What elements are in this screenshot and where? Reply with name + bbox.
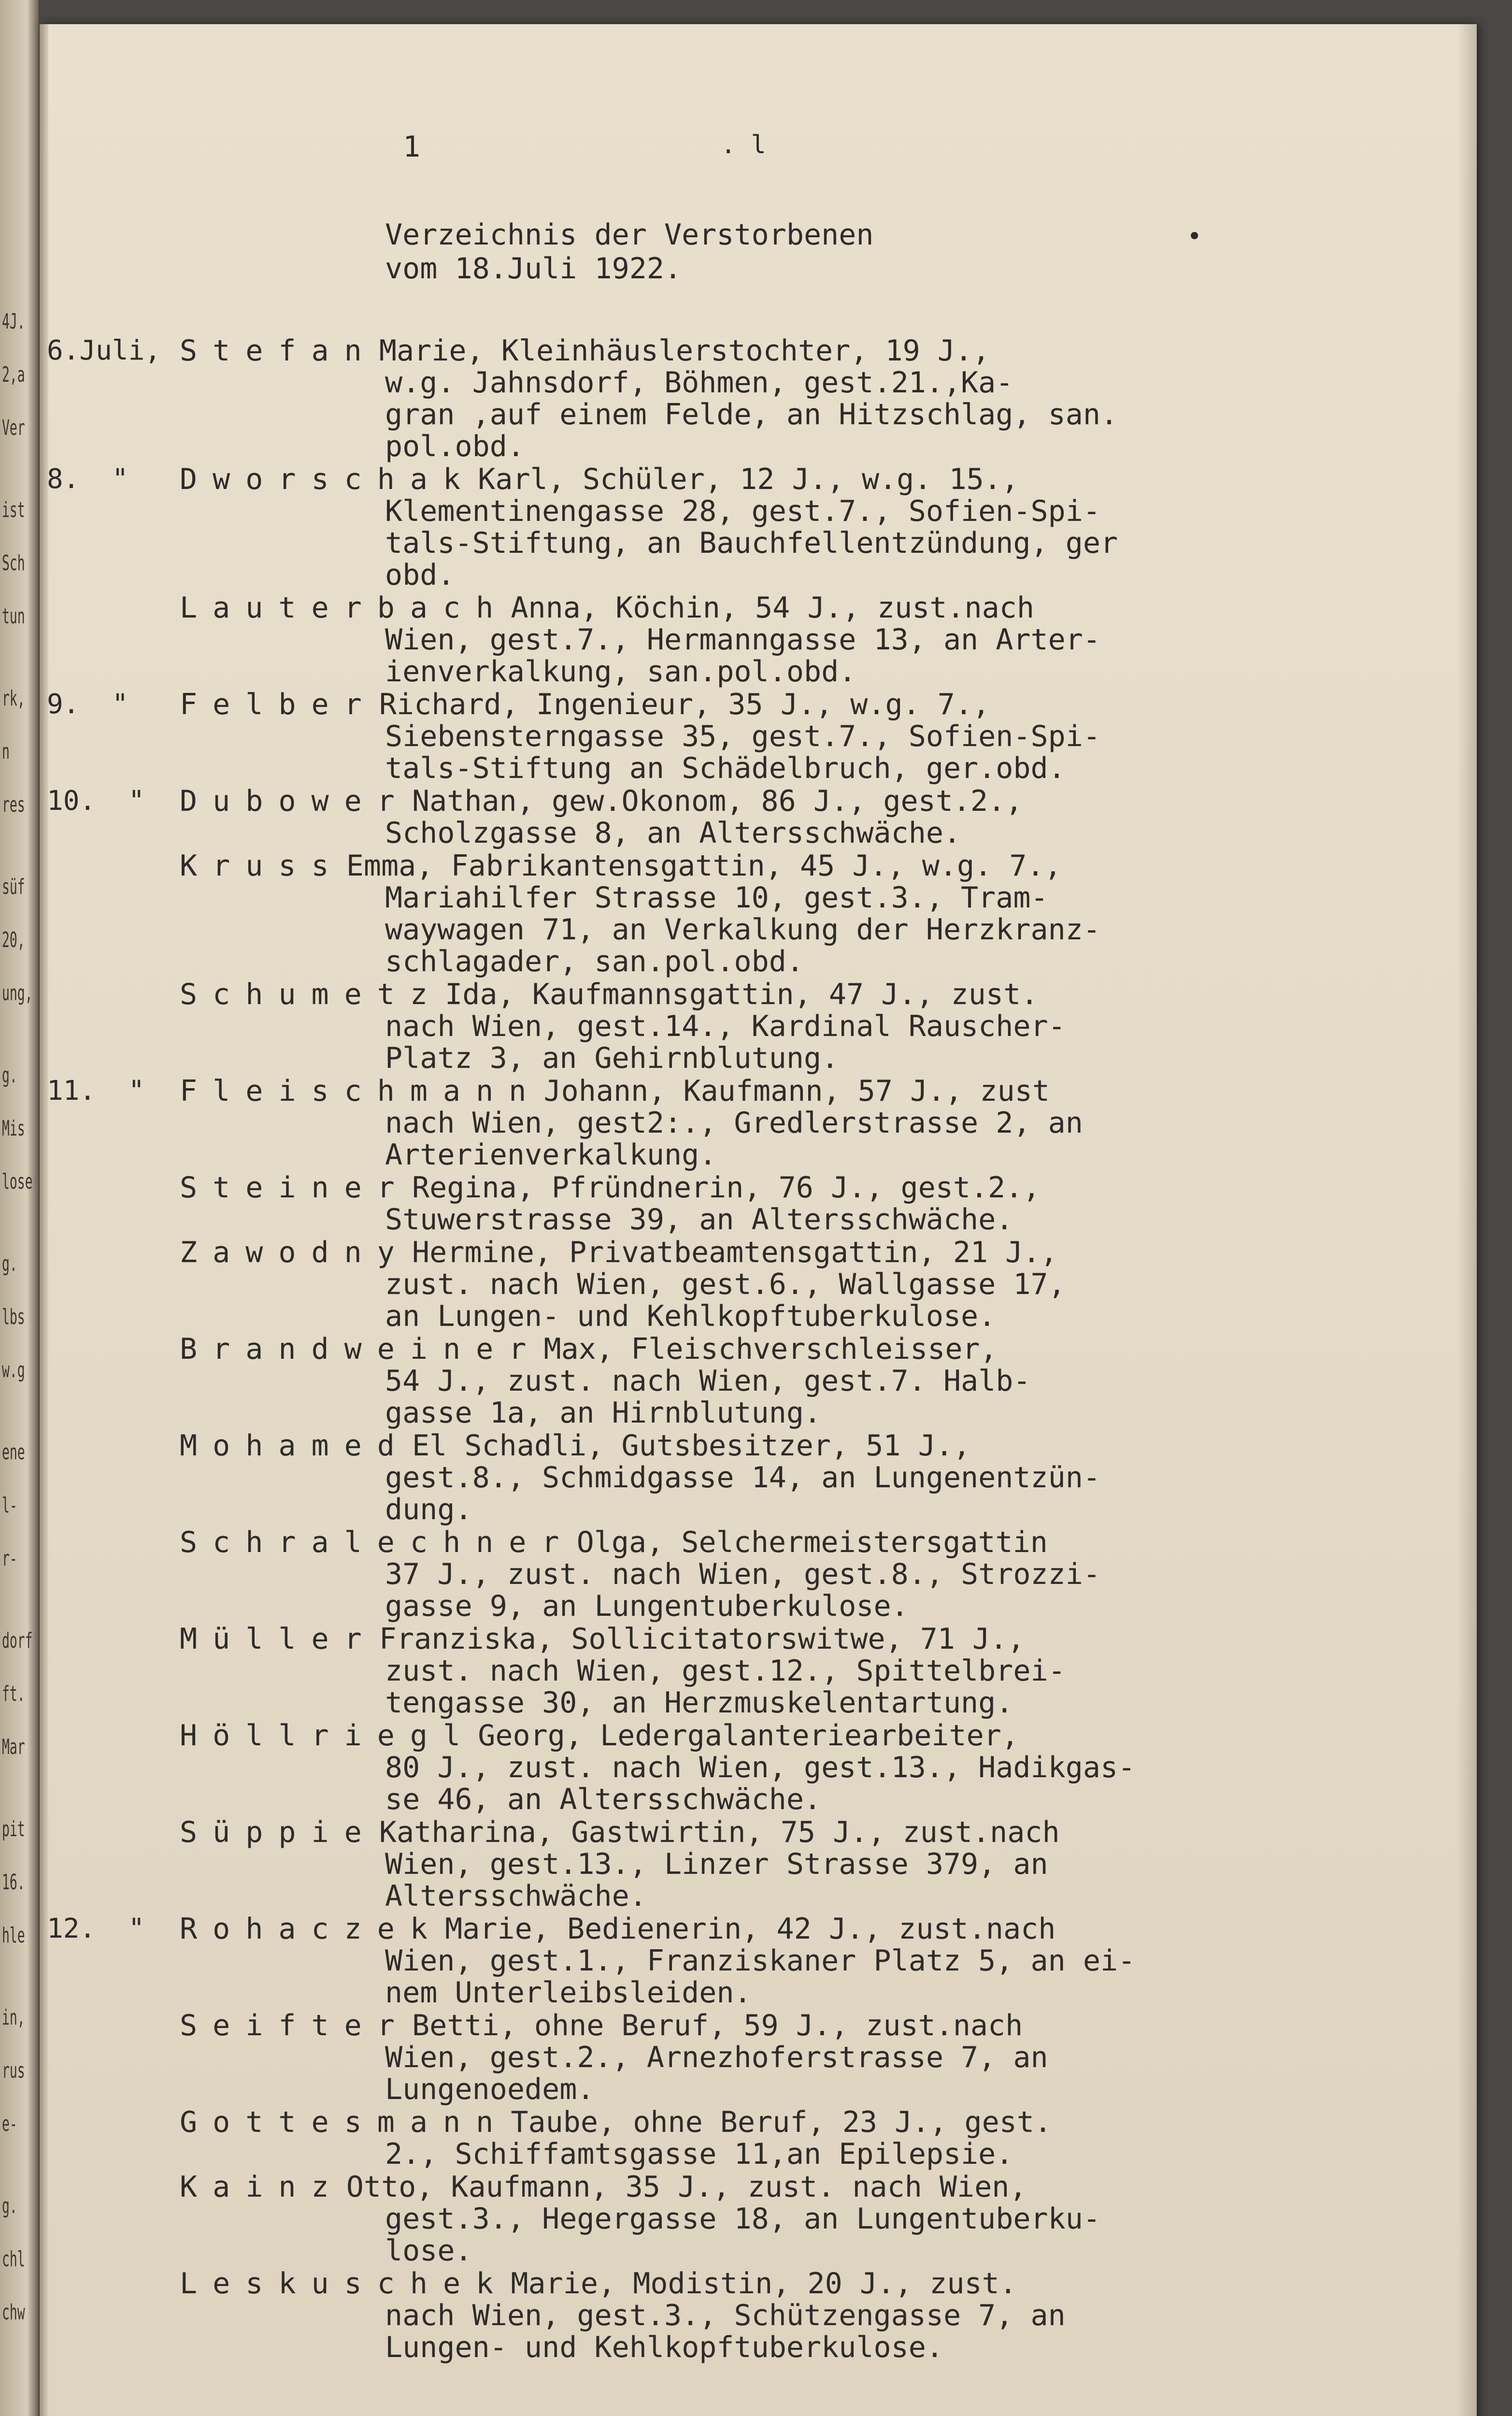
entry-first-line: Ida, Kaufmannsgattin, 47 J., zust. [427, 978, 1039, 1011]
entry-first-line: Olga, Selchermeistersgattin [559, 1525, 1048, 1559]
entry-line: Altersschwäche. [385, 1879, 647, 1913]
entry-line: Scholzgasse 8, an Altersschwäche. [385, 816, 961, 850]
facing-page-fragment: 20, [2, 928, 25, 952]
facing-page-fragment: g. [2, 1251, 17, 1276]
entry-first-line: Taube, ohne Beruf, 23 J., gest. [493, 2105, 1052, 2139]
entry-first-line: Franziska, Sollicitatorswitwe, 71 J., [361, 1622, 1025, 1656]
entry-first-line: Hermine, Privatbeamtensgattin, 21 J., [394, 1236, 1058, 1269]
facing-page-fragment: rk, [2, 686, 25, 711]
entry-line: nach Wien, gest.14., Kardinal Rauscher- [385, 1009, 1066, 1043]
entry-line: schlagader, san.pol.obd. [385, 945, 804, 978]
entry-first-line: Marie, Kleinhäuslerstochter, 19 J., [361, 334, 990, 368]
entry-surname: Zawodny [180, 1236, 410, 1269]
entry-first-line: Nathan, gew.Okonom, 86 J., gest.2., [394, 784, 1023, 818]
entry-line: tengasse 30, an Herzmuskelentartung. [385, 1686, 1013, 1720]
facing-page-fragment: lbs [2, 1305, 25, 1329]
page-number: 1 [403, 130, 421, 164]
facing-page-fragment: ist [2, 498, 25, 522]
entry-date: 11. " [47, 1075, 145, 1107]
facing-page-fragment: res [2, 792, 25, 817]
facing-page-fragment: 4J. [2, 309, 25, 334]
page-gutter [40, 24, 48, 2416]
entry-line: zust. nach Wien, gest.6., Wallgasse 17, [385, 1267, 1066, 1301]
entry-surname: Dworschak [180, 462, 476, 496]
entry-first-line: Anna, Köchin, 54 J., zust.nach [493, 591, 1035, 625]
entry-line: 80 J., zust. nach Wien, gest.13., Hadikgas- [385, 1751, 1136, 1784]
entry-first-line: Marie, Modistin, 20 J., zust. [493, 2267, 1017, 2301]
entry-line: 2., Schiffamtsgasse 11,an Epilepsie. [385, 2137, 1013, 2171]
facing-page-fragment: w.g [2, 1358, 25, 1382]
entry-line: Wien, gest.7., Hermanngasse 13, an Arter- [385, 623, 1101, 657]
previous-page-edge [0, 0, 39, 2416]
entry-line: zust. nach Wien, gest.12., Spittelbrei- [385, 1654, 1066, 1688]
facing-page-fragment: ft. [2, 1682, 25, 1706]
entry-line: Platz 3, an Gehirnblutung. [385, 1041, 839, 1075]
facing-page-fragment: ung, [2, 981, 33, 1006]
entry-first-line: Richard, Ingenieur, 35 J., w.g. 7., [361, 688, 990, 721]
facing-page-fragment: in, [2, 2005, 25, 2030]
facing-page-fragment: g. [2, 2194, 17, 2218]
entry-surname: Felber [180, 688, 377, 721]
entry-line: nach Wien, gest.3., Schützengasse 7, an [385, 2299, 1066, 2332]
entry-first-line: Emma, Fabrikantensgattin, 45 J., w.g. 7., [328, 849, 1062, 883]
facing-page-fragment: Mis [2, 1116, 25, 1141]
entry-first-line: Betti, ohne Beruf, 59 J., zust.nach [394, 2009, 1023, 2042]
entry-surname: Fleischmann [180, 1074, 542, 1108]
entry-surname: Steiner [180, 1171, 410, 1205]
entry-first-line: Marie, Bedienerin, 42 J., zust.nach [427, 1912, 1056, 1946]
page-edge-shadow [1457, 24, 1477, 2416]
entry-line: Klementinengasse 28, gest.7., Sofien-Spi- [385, 494, 1101, 528]
entry-line: dung. [385, 1493, 472, 1526]
entry-line: an Lungen- und Kehlkopftuberkulose. [385, 1299, 996, 1333]
facing-page-fragment: Sch [2, 551, 25, 575]
entry-line: Siebensterngasse 35, gest.7., Sofien-Spi- [385, 719, 1101, 753]
entry-surname: Kainz [180, 2170, 344, 2204]
entry-line: tals-Stiftung, an Bauchfellentzündung, ger [385, 526, 1118, 560]
entry-surname: Lauterbach [180, 591, 509, 625]
facing-page-fragment: g. [2, 1063, 17, 1088]
facing-page-fragment: 2,a [2, 362, 25, 387]
entry-line: 37 J., zust. nach Wien, gest.8., Strozzi- [385, 1557, 1101, 1591]
entry-first-line: Johann, Kaufmann, 57 J., zust [526, 1074, 1050, 1108]
entry-date: 6.Juli, [47, 335, 161, 366]
facing-page-fragment: süf [2, 875, 25, 899]
page-subtitle: vom 18.Juli 1922. [385, 252, 682, 286]
entry-line: gest.8., Schmidgasse 14, an Lungenentzün- [385, 1461, 1101, 1495]
entry-surname: Seifter [180, 2009, 410, 2042]
facing-page-fragment: n [2, 739, 10, 764]
entry-surname: Schumetz [180, 978, 443, 1011]
entry-surname: Mohamed [180, 1429, 410, 1463]
facing-page-fragment: hle [2, 1923, 25, 1948]
entry-line: Arterienverkalkung. [385, 1138, 717, 1172]
ink-dot-mark: • [1187, 222, 1202, 251]
entry-line: w.g. Jahnsdorf, Böhmen, gest.21.,Ka- [385, 366, 1013, 400]
entry-surname: Dubower [180, 784, 410, 818]
entry-first-line: Regina, Pfründnerin, 76 J., gest.2., [394, 1171, 1041, 1205]
entry-line: se 46, an Altersschwäche. [385, 1783, 822, 1816]
entry-date: 9. " [47, 689, 128, 720]
entry-date: 10. " [47, 785, 145, 817]
entry-first-line: Karl, Schüler, 12 J., w.g. 15., [460, 462, 1019, 496]
entry-line: nach Wien, gest2:., Gredlerstrasse 2, an [385, 1106, 1083, 1140]
entry-line: tals-Stiftung an Schädelbruch, ger.obd. [385, 751, 1066, 785]
entry-date: 8. " [47, 463, 128, 495]
entry-line: gran ,auf einem Felde, an Hitzschlag, san. [385, 398, 1118, 431]
entry-line: Stuwerstrasse 39, an Altersschwäche. [385, 1203, 1013, 1237]
entry-first-line: El Schadli, Gutsbesitzer, 51 J., [394, 1429, 970, 1463]
facing-page-fragment: dorf [2, 1628, 33, 1653]
facing-page-fragment: rus [2, 2058, 25, 2083]
entry-first-line: Otto, Kaufmann, 35 J., zust. nach Wien, [328, 2170, 1027, 2204]
entry-surname: Kruss [180, 849, 344, 883]
entry-surname: Leskuschek [180, 2267, 509, 2301]
entry-surname: Rohaczek [180, 1912, 443, 1946]
entry-line: Wien, gest.1., Franziskaner Platz 5, an ei- [385, 1944, 1136, 1978]
entry-line: gasse 9, an Lungentuberkulose. [385, 1589, 909, 1623]
entry-line: gasse 1a, an Hirnblutung. [385, 1396, 822, 1430]
entry-line: lose. [385, 2234, 472, 2268]
page-title: Verzeichnis der Verstorbenen [385, 218, 874, 252]
entry-surname: Schralechner [180, 1525, 575, 1559]
entry-surname: Brandweiner [180, 1332, 542, 1366]
document-page [40, 24, 1477, 2416]
entry-date: 12. " [47, 1913, 145, 1944]
entry-first-line: Katharina, Gastwirtin, 75 J., zust.nach [361, 1815, 1060, 1849]
entry-line: Lungen- und Kehlkopftuberkulose. [385, 2330, 943, 2364]
entry-first-line: Max, Fleischverschleisser, [526, 1332, 998, 1366]
entry-line: Wien, gest.13., Linzer Strasse 379, an [385, 1847, 1048, 1881]
facing-page-fragment: pit [2, 1817, 25, 1841]
page-mark: . l [721, 130, 766, 159]
facing-page-fragment: 16. [2, 1870, 25, 1895]
entry-line: Mariahilfer Strasse 10, gest.3., Tram- [385, 881, 1048, 915]
entry-first-line: Georg, Ledergalanteriearbeiter, [460, 1719, 1019, 1753]
facing-page-fragment: Mar [2, 1735, 25, 1759]
facing-page-fragment: r- [2, 1546, 17, 1571]
entry-surname: Müller [180, 1622, 377, 1656]
facing-page-fragment: lose [2, 1169, 33, 1194]
entry-line: Wien, gest.2., Arnezhoferstrasse 7, an [385, 2041, 1048, 2074]
entry-surname: Gottesmann [180, 2105, 509, 2139]
entry-line: waywagen 71, an Verkalkung der Herzkranz- [385, 913, 1101, 947]
entry-surname: Stefan [180, 334, 377, 368]
entry-line: ienverkalkung, san.pol.obd. [385, 655, 856, 689]
entry-line: obd. [385, 558, 455, 592]
facing-page-fragment: ene [2, 1440, 25, 1465]
entry-surname: Süppie [180, 1815, 377, 1849]
facing-page-fragment: l- [2, 1493, 17, 1518]
entry-line: pol.obd. [385, 430, 525, 463]
facing-page-fragment: Ver [2, 416, 25, 440]
entry-line: gest.3., Hegergasse 18, an Lungentuberku- [385, 2202, 1101, 2236]
facing-page-fragment: chl [2, 2247, 25, 2272]
facing-page-fragment: chw [2, 2300, 25, 2325]
entry-line: 54 J., zust. nach Wien, gest.7. Halb- [385, 1364, 1031, 1398]
entry-line: Lungenoedem. [385, 2072, 595, 2106]
entry-line: nem Unterleibsleiden. [385, 1976, 752, 2010]
entry-surname: Höllriegl [180, 1719, 476, 1753]
facing-page-fragment: e- [2, 2112, 17, 2136]
facing-page-fragment: tun [2, 604, 25, 629]
